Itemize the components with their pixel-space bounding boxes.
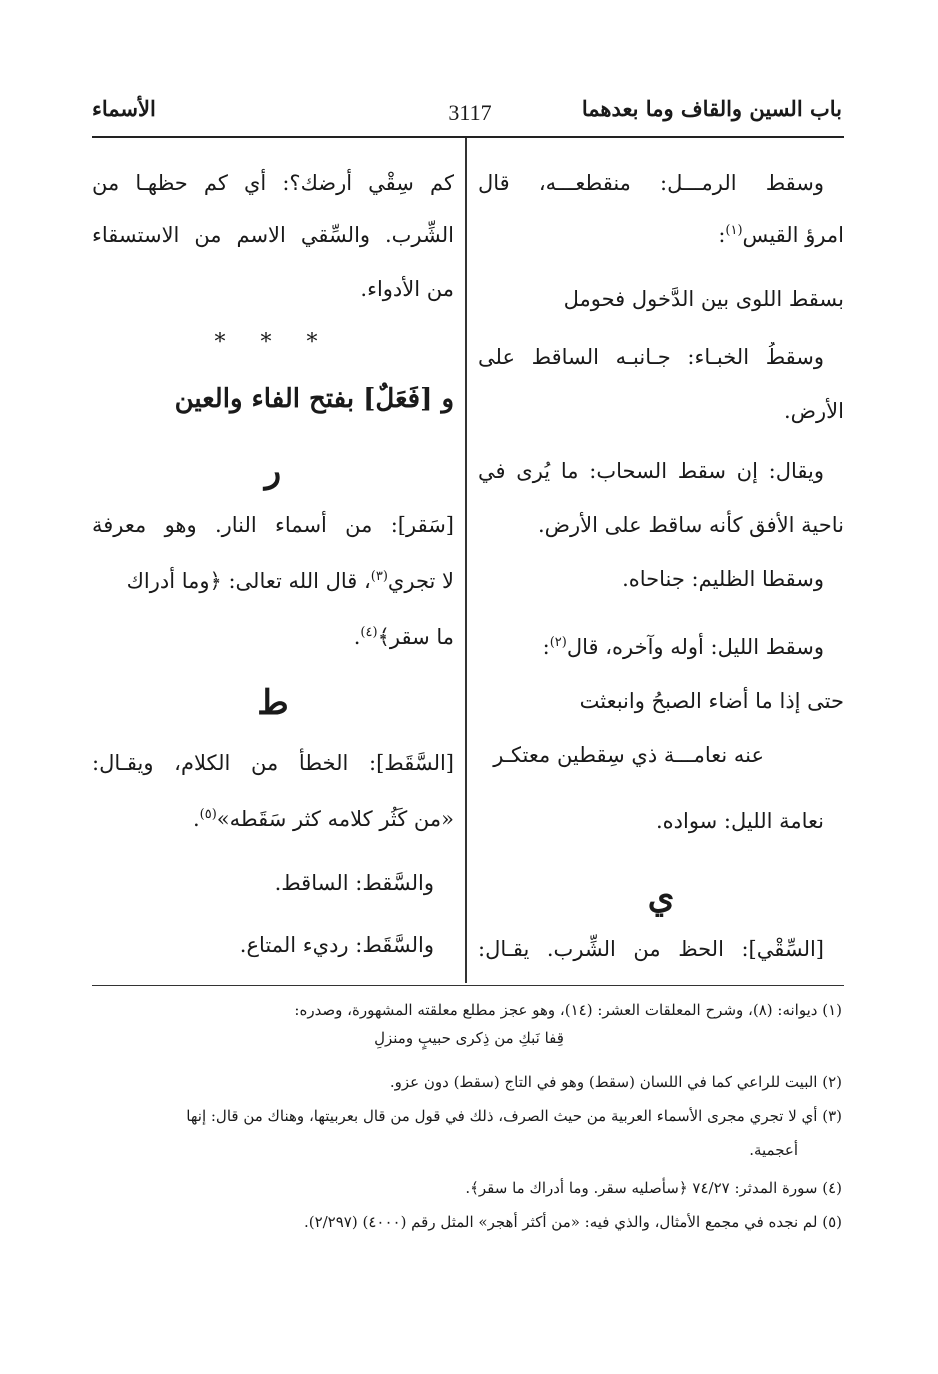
- text-span: لا تجري: [387, 569, 454, 593]
- footnote-ref: (٣): [370, 569, 388, 584]
- verse-line: حتى إذا ما أضاء الصبحُ وانبعثت: [579, 689, 844, 713]
- text-line: الأرض.: [783, 399, 844, 423]
- text-line: من الأدواء.: [360, 277, 454, 301]
- letter-heading: ر: [264, 451, 282, 491]
- text-span: :: [718, 223, 726, 247]
- footnote-1: (١) ديوانه: (٨)، وشرح المعلقات العشر: (١٤)، وهو عجز مطلع معلقته المشهورة، وصدره:: [294, 1001, 842, 1019]
- footnote-1-verse: قِفا نَبكِ من ذِكرى حبيبٍ ومنزلِ: [374, 1029, 564, 1047]
- text-line: والسَّقَط: رديء المتاع.: [239, 933, 434, 957]
- text-line: [92, 566, 454, 596]
- text-line: [السِّقْي]: الحظ من الشِّرب. يقـال:: [478, 937, 824, 961]
- section-separator: * * *: [214, 330, 332, 355]
- text-span: ما سقر﴾: [377, 625, 454, 649]
- text-line: ويقال: إن سقط السحاب: ما يُرى في: [478, 459, 824, 483]
- text-line: كم سِقْي أرضك؟: أي كم حظهـا من: [92, 171, 454, 195]
- text-line: [478, 220, 844, 250]
- footnote-3-cont: أعجمية.: [749, 1141, 798, 1159]
- verse-line: عنه نعامـــة ذي سِقطين معتكـر: [493, 743, 764, 767]
- footnote-5: (٥) لم نجده في مجمع الأمثال، والذي فيه: «من أكثر أهجر» المثل رقم (٤٠٠٠) (٢/٢٩٧).: [303, 1213, 842, 1231]
- text-span: :: [542, 635, 550, 659]
- footnote-rule: [92, 985, 844, 986]
- text-line: وسقطا الظليم: جناحاه.: [622, 567, 824, 591]
- text-line: ناحية الأفق كأنه ساقط على الأرض.: [537, 513, 844, 537]
- text-line: [478, 632, 844, 662]
- text-span: امرؤ القيس: [742, 223, 844, 247]
- text-span: «من كَثُر كلامه كثر سَقَطه»: [216, 807, 454, 831]
- page-number: 3117: [448, 100, 492, 125]
- footnote-4: (٤) سورة المدثر: ٧٤/٢٧ ﴿سأصليه سقر. وما أدراك ما سقر﴾.: [465, 1179, 842, 1197]
- letter-heading: ط: [257, 683, 289, 723]
- footnote-ref: (٥): [199, 807, 217, 822]
- text-line: [92, 804, 454, 834]
- text-line: نعامة الليل: سواده.: [655, 809, 824, 833]
- column-divider: [465, 138, 467, 983]
- footnote-3: (٣) أي لا تجري مجرى الأسماء العربية من حيث الصرف، ذلك في قول من قال بعربيتها، وهناك من قال: إنها: [186, 1107, 842, 1125]
- text-line: وسقط الرمـــل: منقطعـــه، قال: [478, 171, 824, 195]
- footnote-2: (٢) البيت للراعي كما في اللسان (سقط) وهو في التاج (سقط) دون عزو.: [389, 1073, 842, 1091]
- text-line: [السَّقَط]: الخطأ من الكلام، ويقـال:: [92, 751, 454, 775]
- footnote-ref: (٢): [549, 635, 567, 650]
- right-column: [478, 138, 844, 983]
- text-span: .: [353, 625, 361, 649]
- text-span: ، قال الله تعالى: ﴿وما أدراك: [126, 569, 371, 593]
- text-line: الشِّرب. والسِّقي الاسم من الاستسقاء: [92, 223, 454, 247]
- text-line: [92, 622, 454, 652]
- text-span: .: [192, 807, 200, 831]
- footnote-ref: (١): [725, 223, 743, 238]
- letter-heading: ي: [647, 877, 675, 917]
- running-head-section: الأسماء: [92, 96, 156, 121]
- running-head-chapter: باب السين والقاف وما بعدهما: [581, 96, 842, 121]
- text-span: وسقط الليل: أوله وآخره، قال: [566, 635, 824, 659]
- text-line: والسَّقط: الساقط.: [274, 871, 434, 895]
- left-column: [92, 138, 454, 983]
- section-heading: و [فَعَلٌ] بفتح الفاء والعين: [174, 384, 454, 414]
- text-line: وسقطُ الخبـاء: جـانبـه الساقط على: [478, 345, 824, 369]
- text-line: [سَقر]: من أسماء النار. وهو معرفة: [92, 513, 454, 537]
- footnote-ref: (٤): [360, 625, 378, 640]
- verse-line: بسقط اللوى بين الدَّخول فحومل: [563, 287, 844, 311]
